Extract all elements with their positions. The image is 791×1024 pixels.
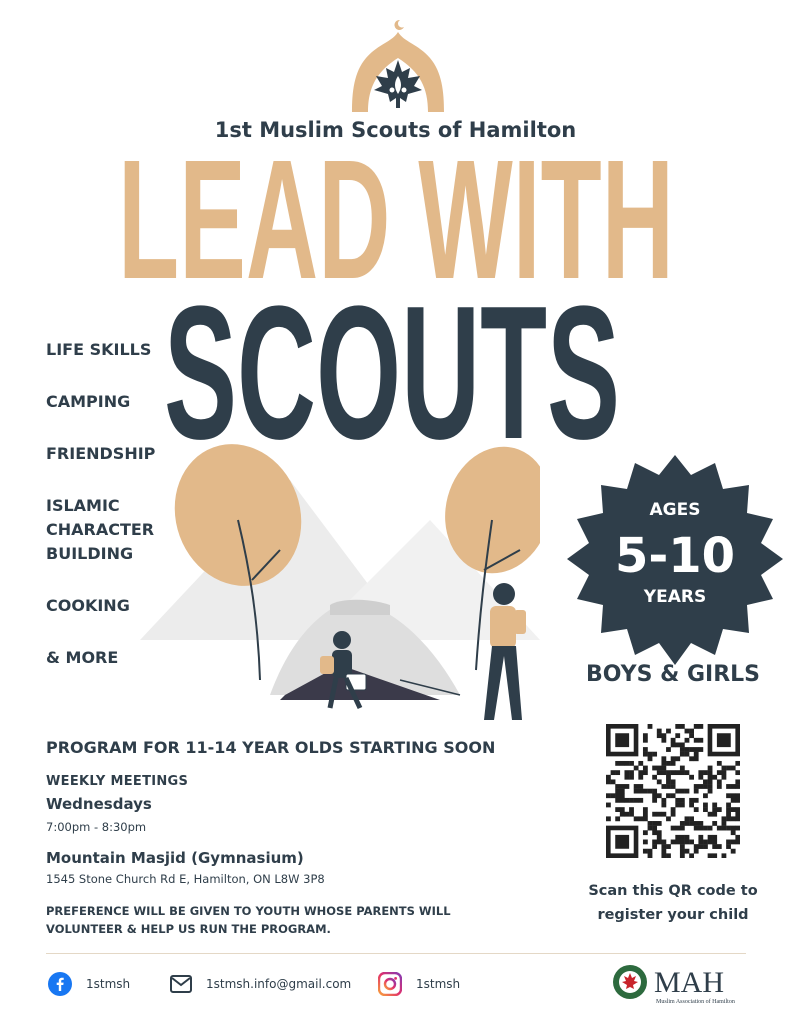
activity-cooking: COOKING (46, 596, 130, 615)
email-address: 1stmsh.info@gmail.com (206, 977, 352, 991)
preference-line1: PREFERENCE WILL BE GIVEN TO YOUTH WHOSE PARENTS WILL (46, 904, 451, 918)
footer-divider (46, 953, 746, 954)
organization-name: 1st Muslim Scouts of Hamilton (214, 118, 577, 142)
age-badge (565, 455, 785, 665)
email-contact[interactable] (170, 970, 351, 998)
qr-caption-line2: register your child (597, 907, 749, 923)
mah-logo (612, 962, 752, 1006)
preference-note (46, 902, 526, 938)
activity-islamic: ISLAMIC (46, 496, 120, 515)
meeting-address: 1545 Stone Church Rd E, Hamilton, ON L8W 3P8 (46, 872, 325, 886)
facebook-contact[interactable] (48, 970, 130, 998)
program-note: PROGRAM FOR 11-14 YEAR OLDS STARTING SOON (46, 738, 496, 757)
activity-life-skills: LIFE SKILLS (46, 340, 152, 359)
preference-line2: VOLUNTEER & HELP US RUN THE PROGRAM. (46, 922, 331, 936)
activity-camping: CAMPING (46, 392, 131, 411)
mah-acronym: MAH (654, 966, 725, 999)
meeting-venue: Mountain Masjid (Gymnasium) (46, 849, 304, 867)
headline-line2: SCOUTS (164, 288, 620, 450)
activity-more: & MORE (46, 648, 119, 667)
camping-illustration (140, 430, 540, 730)
instagram-icon (378, 972, 402, 996)
registration-qr-code[interactable] (606, 724, 740, 858)
meeting-day: Wednesdays (46, 795, 152, 813)
badge-years: YEARS (643, 587, 707, 607)
instagram-contact[interactable] (378, 970, 460, 998)
meeting-time: 7:00pm - 8:30pm (46, 820, 147, 834)
instagram-handle: 1stmsh (416, 977, 461, 991)
facebook-handle: 1stmsh (86, 977, 131, 991)
weekly-meetings-label: WEEKLY MEETINGS (46, 774, 189, 789)
headline-line1: LEAD WITH (118, 142, 674, 294)
activity-building: BUILDING (46, 544, 134, 563)
activity-character: CHARACTER (46, 520, 155, 539)
mail-icon (170, 975, 192, 993)
audience-label: BOYS & GIRLS (585, 662, 760, 687)
headline-lead-with (116, 142, 676, 294)
mah-full-name: Muslim Association of Hamilton (656, 999, 735, 1005)
qr-caption-line1: Scan this QR code to (588, 883, 758, 899)
badge-range: 5-10 (614, 528, 736, 584)
qr-caption (573, 879, 773, 927)
headline-scouts (162, 288, 622, 450)
facebook-icon (48, 972, 72, 996)
activity-friendship: FRIENDSHIP (46, 444, 156, 463)
scouts-logo-icon (348, 18, 448, 114)
badge-ages: AGES (649, 500, 701, 520)
